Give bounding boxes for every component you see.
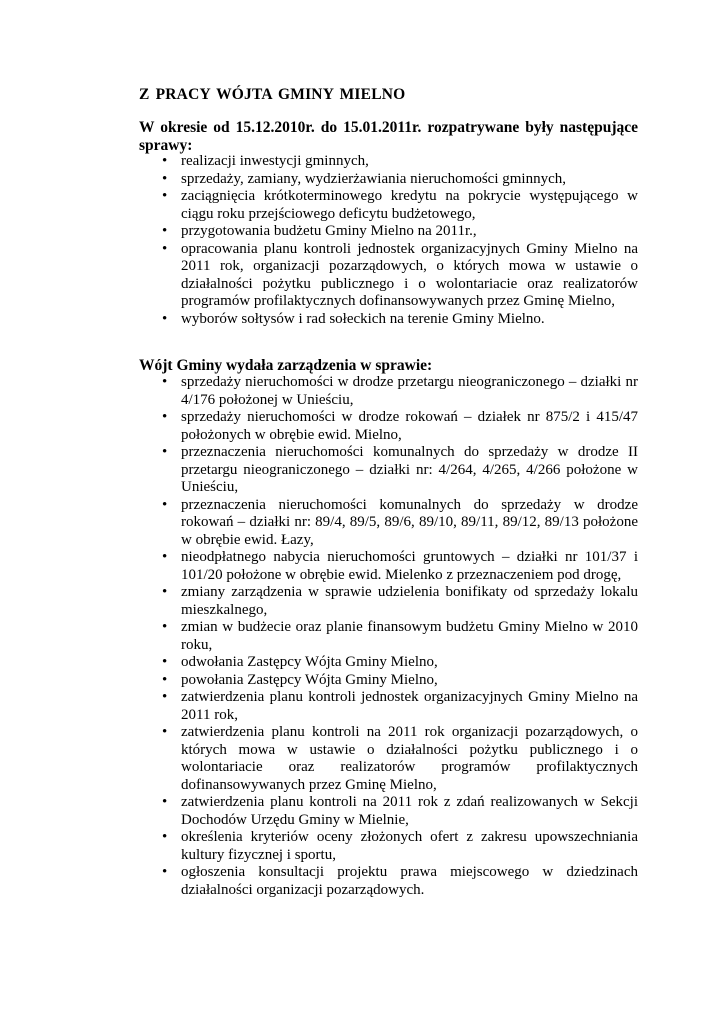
list-item: • sprzedaży, zamiany, wydzierżawiania nieruchomości gminnych,: [139, 171, 638, 189]
list-item: • powołania Zastępcy Wójta Gminy Mielno,: [139, 672, 638, 690]
list-item: • zatwierdzenia planu kontroli na 2011 rok z zdań realizowanych w Sekcji Dochodów Urzędu Gminy w Mielnie,: [139, 794, 638, 829]
list-item: • przeznaczenia nieruchomości komunalnych do sprzedaży w drodze II przetargu nieograniczonego – działki nr: 4/264, 4/265, 4/266 położone w Unieściu,: [139, 444, 638, 497]
list-item: • sprzedaży nieruchomości w drodze przetargu nieograniczonego – działki nr 4/176 położonej w Unieściu,: [139, 374, 638, 409]
list-item: • opracowania planu kontroli jednostek organizacyjnych Gminy Mielno na 2011 rok, organizacji pozarządowych, o których mowa w ustawie o działalności pożytku publicznego i o wolontariacie oraz realizatorów programów profilaktycznych dofinansowywanych przez Gminę Mielno,: [139, 241, 638, 311]
orders-list: [139, 374, 638, 899]
intro-line-1: [139, 119, 638, 137]
list-item: • nieodpłatnego nabycia nieruchomości gruntowych – działki nr 101/37 i 101/20 położone w obrębie ewid. Mielenko z przeznaczeniem pod drogę,: [139, 549, 638, 584]
list-item: • odwołania Zastępcy Wójta Gminy Mielno,: [139, 654, 638, 672]
list-item: • zatwierdzenia planu kontroli jednostek organizacyjnych Gminy Mielno na 2011 rok,: [139, 689, 638, 724]
document-title: Z PRACY WÓJTA GMINY MIELNO: [139, 86, 406, 103]
list-item: • zatwierdzenia planu kontroli na 2011 rok organizacji pozarządowych, o których mowa w ustawie o działalności pożytku publicznego i o wolontariacie oraz realizatorów programów profilaktycznych dofinansowywanych przez Gminę Mielno,: [139, 724, 638, 794]
list-item: • wyborów sołtysów i rad sołeckich na terenie Gminy Mielno.: [139, 311, 638, 329]
list-item: • określenia kryteriów oceny złożonych ofert z zakresu upowszechniania kultury fizycznej i sportu,: [139, 829, 638, 864]
list-item: • zmian w budżecie oraz planie finansowym budżetu Gminy Mielno w 2010 roku,: [139, 619, 638, 654]
intro-paragraph: [139, 119, 638, 155]
list-item: • przeznaczenia nieruchomości komunalnych do sprzedaży w drodze rokowań – działki nr: 89/4, 89/5, 89/6, 89/10, 89/11, 89/12, 89/13 położone w obrębie ewid. Łazy,: [139, 497, 638, 550]
list-item: • zaciągnięcia krótkoterminowego kredytu na pokrycie występującego w ciągu roku przejściowego deficytu budżetowego,: [139, 188, 638, 223]
intro-line-2: sprawy:: [139, 136, 193, 154]
list-item: • zmiany zarządzenia w sprawie udzielenia bonifikaty od sprzedaży lokalu mieszkalnego,: [139, 584, 638, 619]
matters-list: [139, 153, 638, 328]
list-item: • przygotowania budżetu Gminy Mielno na 2011r.,: [139, 223, 638, 241]
intro-text-part1: W okresie od 15.12.2010r. do 15.01.2011r. rozpatrywane były następujące: [139, 119, 638, 136]
orders-heading: Wójt Gminy wydała zarządzenia w sprawie:: [139, 357, 433, 374]
list-item: • realizacji inwestycji gminnych,: [139, 153, 638, 171]
list-item: • ogłoszenia konsultacji projektu prawa miejscowego w dziedzinach działalności organizacji pozarządowych.: [139, 864, 638, 899]
list-item: • sprzedaży nieruchomości w drodze rokowań – działek nr 875/2 i 415/47 położonych w obrębie ewid. Mielno,: [139, 409, 638, 444]
